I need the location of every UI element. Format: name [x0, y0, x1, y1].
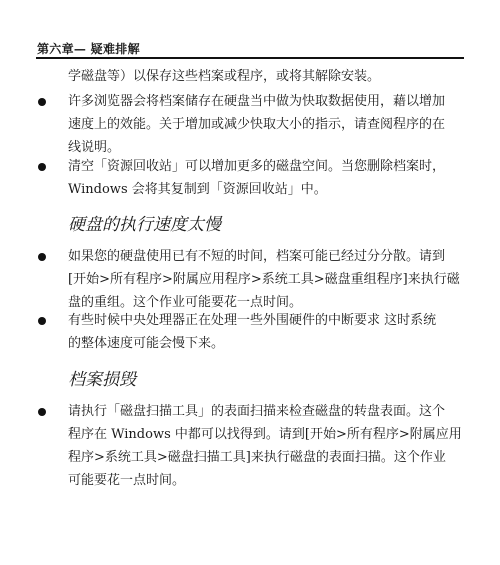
list-item-line: Windows 会将其复制到「资源回收站」中。: [68, 182, 327, 197]
list-item-line: 请执行「磁盘扫描工具」的表面扫描来检查磁盘的转盘表面。这个: [68, 404, 446, 419]
bullet-icon: [38, 408, 46, 416]
list-item-line: 速度上的效能。关于增加或减少快取大小的指示，请查阅程序的在: [68, 117, 446, 132]
bullet-icon: [38, 253, 46, 261]
header-divider: [36, 57, 464, 59]
chapter-title: 第六章— 疑难排解: [37, 42, 140, 56]
list-item-line: [开始>所有程序>附属应用程序>系统工具>磁盘重组程序]来执行磁: [68, 272, 460, 287]
list-item-line: 可能要花一点时间。: [68, 473, 186, 488]
list-item-line: 许多浏览器会将档案储存在硬盘当中做为快取数据使用，藉以增加: [68, 94, 446, 109]
list-item-line: 的整体速度可能会慢下来。: [68, 336, 225, 351]
list-item-line: 如果您的硬盘使用已有不短的时间，档案可能已经过分分散。请到: [68, 249, 446, 264]
bullet-icon: [38, 317, 46, 325]
bullet-icon: [38, 98, 46, 106]
bullet-icon: [38, 163, 46, 171]
list-item-line: 有些时候中央处理器正在处理一些外围硬件的中断要求 这时系统: [68, 313, 437, 328]
continued-text: 学磁盘等）以保存这些档案或程序，或将其解除安装。: [68, 69, 381, 84]
list-item-line: 程序在 Windows 中都可以找得到。请到[开始>所有程序>附属应用: [68, 427, 462, 442]
list-item-line: 盘的重组。这个作业可能要花一点时间。: [68, 295, 303, 310]
list-item-line: 清空「资源回收站」可以增加更多的磁盘空间。当您删除档案时，: [68, 159, 446, 174]
list-item-line: 程序>系统工具>磁盘扫描工具]来执行磁盘的表面扫描。这个作业: [68, 450, 446, 465]
section-heading: 硬盘的执行速度太慢: [68, 215, 221, 235]
section-heading: 档案损毁: [68, 370, 136, 390]
list-item-line: 线说明。: [68, 140, 121, 155]
